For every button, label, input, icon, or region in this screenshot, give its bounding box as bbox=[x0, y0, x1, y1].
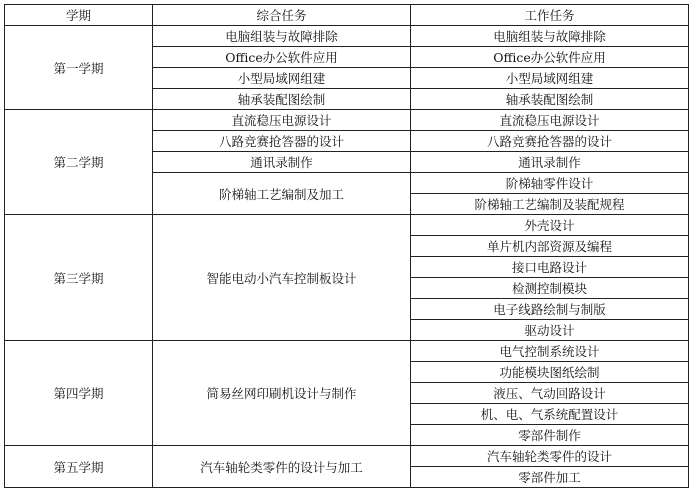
work-task-cell: 液压、气动回路设计 bbox=[411, 383, 689, 404]
work-task-cell: 电脑组装与故障排除 bbox=[411, 26, 689, 47]
table-row bbox=[5, 446, 689, 467]
comprehensive-task-cell: 通讯录制作 bbox=[153, 152, 411, 173]
work-task-cell: 接口电路设计 bbox=[411, 257, 689, 278]
comprehensive-task-header: 综合任务 bbox=[153, 5, 411, 26]
work-task-cell: 通讯录制作 bbox=[411, 152, 689, 173]
comprehensive-task-cell: 轴承装配图绘制 bbox=[153, 89, 411, 110]
table-row bbox=[5, 26, 689, 47]
work-task-cell: 八路竞赛抢答器的设计 bbox=[411, 131, 689, 152]
work-task-cell: 检测控制模块 bbox=[411, 278, 689, 299]
work-task-cell: 直流稳压电源设计 bbox=[411, 110, 689, 131]
comprehensive-task-cell: 简易丝网印刷机设计与制作 bbox=[153, 341, 411, 446]
work-task-cell: 驱动设计 bbox=[411, 320, 689, 341]
header-row bbox=[5, 5, 689, 26]
table-row bbox=[5, 110, 689, 131]
semester-cell: 第四学期 bbox=[5, 341, 153, 446]
semester-header: 学期 bbox=[5, 5, 153, 26]
work-task-cell: 零部件制作 bbox=[411, 425, 689, 446]
work-task-cell: 轴承装配图绘制 bbox=[411, 89, 689, 110]
work-task-header: 工作任务 bbox=[411, 5, 689, 26]
semester-cell: 第二学期 bbox=[5, 110, 153, 215]
table-row bbox=[5, 341, 689, 362]
work-task-cell: 小型局域网组建 bbox=[411, 68, 689, 89]
work-task-cell: 功能模块图纸绘制 bbox=[411, 362, 689, 383]
comprehensive-task-cell: 电脑组装与故障排除 bbox=[153, 26, 411, 47]
work-task-cell: 阶梯轴零件设计 bbox=[411, 173, 689, 194]
work-task-cell: 机、电、气系统配置设计 bbox=[411, 404, 689, 425]
work-task-cell: 阶梯轴工艺编制及装配规程 bbox=[411, 194, 689, 215]
comprehensive-task-cell: 阶梯轴工艺编制及加工 bbox=[153, 173, 411, 215]
comprehensive-task-cell: 智能电动小汽车控制板设计 bbox=[153, 215, 411, 341]
semester-cell: 第三学期 bbox=[5, 215, 153, 341]
work-task-cell: 零部件加工 bbox=[411, 467, 689, 488]
table-row bbox=[5, 215, 689, 236]
work-task-cell: 电子线路绘制与制版 bbox=[411, 299, 689, 320]
comprehensive-task-cell: 直流稳压电源设计 bbox=[153, 110, 411, 131]
comprehensive-task-cell: 八路竞赛抢答器的设计 bbox=[153, 131, 411, 152]
semester-task-table bbox=[4, 4, 689, 488]
work-task-cell: 单片机内部资源及编程 bbox=[411, 236, 689, 257]
work-task-cell: 电气控制系统设计 bbox=[411, 341, 689, 362]
semester-cell: 第一学期 bbox=[5, 26, 153, 110]
work-task-cell: Office办公软件应用 bbox=[411, 47, 689, 68]
work-task-cell: 汽车轴轮类零件的设计 bbox=[411, 446, 689, 467]
work-task-cell: 外壳设计 bbox=[411, 215, 689, 236]
comprehensive-task-cell: 汽车轴轮类零件的设计与加工 bbox=[153, 446, 411, 488]
semester-cell: 第五学期 bbox=[5, 446, 153, 488]
comprehensive-task-cell: Office办公软件应用 bbox=[153, 47, 411, 68]
comprehensive-task-cell: 小型局域网组建 bbox=[153, 68, 411, 89]
